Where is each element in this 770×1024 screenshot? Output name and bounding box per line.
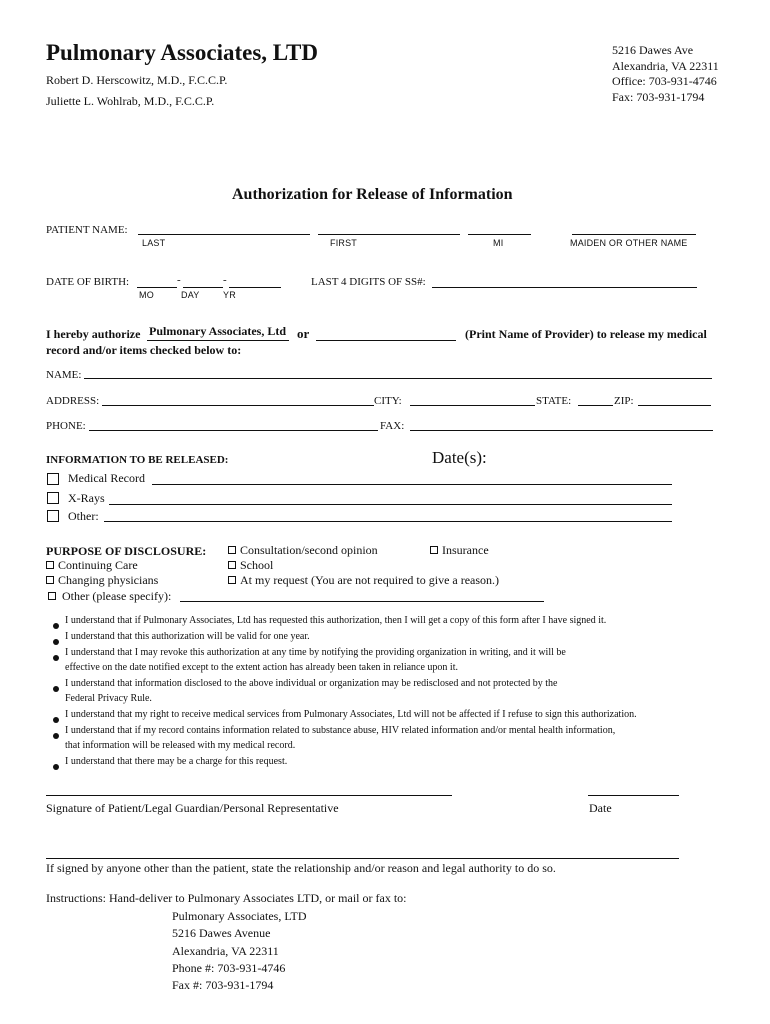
statement-1: I understand that if Pulmonary Associates, Ltd has requested this authorization, then I will get a copy of this form after I have signed it. bbox=[65, 615, 607, 626]
recipient-city-field[interactable] bbox=[410, 405, 535, 406]
address-label: ADDRESS: bbox=[46, 395, 100, 407]
authorize-prefix: I hereby authorize bbox=[46, 327, 141, 341]
mo-caption: MO bbox=[139, 290, 154, 300]
statement-6-cont: that information will be released with my medical record. bbox=[65, 740, 296, 751]
purpose-changing-physicians-label: Changing physicians bbox=[58, 573, 159, 587]
medical-record-label: Medical Record bbox=[68, 471, 145, 485]
mail-line-1: Pulmonary Associates, LTD bbox=[172, 909, 307, 923]
fax-label: FAX: bbox=[380, 420, 405, 432]
mi-caption: MI bbox=[493, 238, 504, 248]
dob-month-field[interactable] bbox=[137, 287, 177, 288]
bullet-6 bbox=[53, 727, 59, 745]
statement-5: I understand that my right to receive medical services from Pulmonary Associates, Ltd will not be affected if I refuse to sign this authorization. bbox=[65, 709, 637, 720]
purpose-label: PURPOSE OF DISCLOSURE: bbox=[46, 544, 207, 558]
statement-3: I understand that I may revoke this authorization at any time by notifying the providing organization in writing, and it will be bbox=[65, 647, 566, 658]
dob-sep-2: - bbox=[223, 274, 227, 286]
xrays-checkbox[interactable] bbox=[47, 490, 59, 508]
yr-caption: YR bbox=[223, 290, 236, 300]
fax-number: Fax: 703-931-1794 bbox=[612, 90, 705, 104]
dob-year-field[interactable] bbox=[229, 287, 281, 288]
other-info-checkbox[interactable] bbox=[47, 508, 59, 526]
recipient-phone-field[interactable] bbox=[89, 430, 378, 431]
xrays-field[interactable] bbox=[109, 504, 672, 505]
purpose-other-label: Other (please specify): bbox=[62, 589, 172, 603]
bullet-7 bbox=[53, 758, 59, 776]
dates-label: Date(s): bbox=[432, 448, 487, 467]
authorize-provider: Pulmonary Associates, Ltd bbox=[149, 324, 287, 338]
city-label: CITY: bbox=[374, 395, 402, 407]
phone-label: PHONE: bbox=[46, 420, 86, 432]
form-title: Authorization for Release of Information bbox=[232, 186, 513, 203]
mail-line-2: 5216 Dawes Avenue bbox=[172, 926, 271, 940]
ss-field[interactable] bbox=[432, 287, 697, 288]
recipient-state-field[interactable] bbox=[578, 405, 613, 406]
xrays-label: X-Rays bbox=[68, 491, 105, 505]
mail-line-3: Alexandria, VA 22311 bbox=[172, 944, 279, 958]
mail-line-4: Phone #: 703-931-4746 bbox=[172, 961, 286, 975]
purpose-changing-physicians[interactable] bbox=[46, 573, 158, 588]
statement-7: I understand that there may be a charge for this request. bbox=[65, 756, 288, 767]
mi-field[interactable] bbox=[468, 234, 531, 235]
recipient-zip-field[interactable] bbox=[638, 405, 711, 406]
signature-date-field[interactable] bbox=[588, 795, 679, 796]
purpose-insurance[interactable] bbox=[430, 543, 489, 558]
relationship-field[interactable] bbox=[46, 858, 679, 859]
statement-4-cont: Federal Privacy Rule. bbox=[65, 693, 152, 704]
maiden-name-field[interactable] bbox=[572, 234, 696, 235]
medical-record-field[interactable] bbox=[152, 484, 672, 485]
zip-label: ZIP: bbox=[614, 395, 634, 407]
ss-label: LAST 4 DIGITS OF SS#: bbox=[311, 276, 426, 288]
info-label: INFORMATION TO BE RELEASED: bbox=[46, 454, 229, 466]
purpose-insurance-label: Insurance bbox=[442, 543, 489, 557]
dob-day-field[interactable] bbox=[183, 287, 223, 288]
other-info-label: Other: bbox=[68, 509, 99, 523]
authorize-provider-field[interactable] bbox=[147, 340, 289, 341]
doctor-2: Juliette L. Wohlrab, M.D., F.C.C.P. bbox=[46, 94, 215, 108]
purpose-continuing-care[interactable] bbox=[46, 558, 138, 573]
authorize-or: or bbox=[297, 326, 310, 341]
signature-label: Signature of Patient/Legal Guardian/Personal Representative bbox=[46, 801, 339, 815]
instructions: Instructions: Hand-deliver to Pulmonary Associates LTD, or mail or fax to: bbox=[46, 891, 407, 905]
address-line-2: Alexandria, VA 22311 bbox=[612, 59, 719, 73]
name-label: NAME: bbox=[46, 369, 82, 381]
statement-3-cont: effective on the date notified except to the extent action has already been taken in reliance upon it. bbox=[65, 662, 458, 673]
purpose-other[interactable] bbox=[46, 589, 171, 604]
first-caption: FIRST bbox=[330, 238, 357, 248]
date-label: Date bbox=[589, 801, 612, 815]
maiden-caption: MAIDEN OR OTHER NAME bbox=[570, 238, 688, 248]
other-info-field[interactable] bbox=[104, 521, 672, 522]
doctor-1: Robert D. Herscowitz, M.D., F.C.C.P. bbox=[46, 73, 228, 87]
day-caption: DAY bbox=[181, 290, 200, 300]
medical-record-checkbox[interactable] bbox=[47, 471, 59, 489]
address-line-1: 5216 Dawes Ave bbox=[612, 43, 694, 57]
authorize-line-2: record and/or items checked below to: bbox=[46, 343, 242, 357]
purpose-my-request[interactable] bbox=[228, 573, 499, 588]
practice-name: Pulmonary Associates, LTD bbox=[46, 40, 318, 65]
statement-6: I understand that if my record contains information related to substance abuse, HIV related information and/or mental health information, bbox=[65, 725, 616, 736]
bullet-3 bbox=[53, 649, 59, 667]
purpose-other-field[interactable] bbox=[180, 601, 544, 602]
purpose-consultation-label: Consultation/second opinion bbox=[240, 543, 378, 557]
signature-field[interactable] bbox=[46, 795, 452, 796]
purpose-consultation[interactable] bbox=[228, 543, 378, 558]
recipient-fax-field[interactable] bbox=[410, 430, 713, 431]
purpose-school[interactable] bbox=[228, 558, 273, 573]
patient-name-label: PATIENT NAME: bbox=[46, 224, 128, 236]
other-provider-field[interactable] bbox=[316, 340, 456, 341]
statement-2: I understand that this authorization will be valid for one year. bbox=[65, 631, 310, 642]
dob-label: DATE OF BIRTH: bbox=[46, 276, 130, 288]
last-name-field[interactable] bbox=[138, 234, 310, 235]
state-label: STATE: bbox=[536, 395, 572, 407]
office-phone: Office: 703-931-4746 bbox=[612, 74, 717, 88]
dob-sep-1: - bbox=[177, 274, 181, 286]
purpose-continuing-care-label: Continuing Care bbox=[58, 558, 138, 572]
recipient-address-field[interactable] bbox=[102, 405, 374, 406]
purpose-my-request-label: At my request (You are not required to give a reason.) bbox=[240, 573, 500, 587]
recipient-name-field[interactable] bbox=[84, 378, 712, 379]
last-caption: LAST bbox=[142, 238, 166, 248]
purpose-school-label: School bbox=[240, 558, 274, 572]
first-name-field[interactable] bbox=[318, 234, 460, 235]
bullet-4 bbox=[53, 680, 59, 698]
relationship-note: If signed by anyone other than the patient, state the relationship and/or reason and legal authority to do so. bbox=[46, 861, 556, 875]
authorize-suffix: (Print Name of Provider) to release my medical bbox=[465, 327, 707, 341]
mail-line-5: Fax #: 703-931-1794 bbox=[172, 978, 274, 992]
statement-4: I understand that information disclosed to the above individual or organization may be redisclosed and not protected by the bbox=[65, 678, 558, 689]
